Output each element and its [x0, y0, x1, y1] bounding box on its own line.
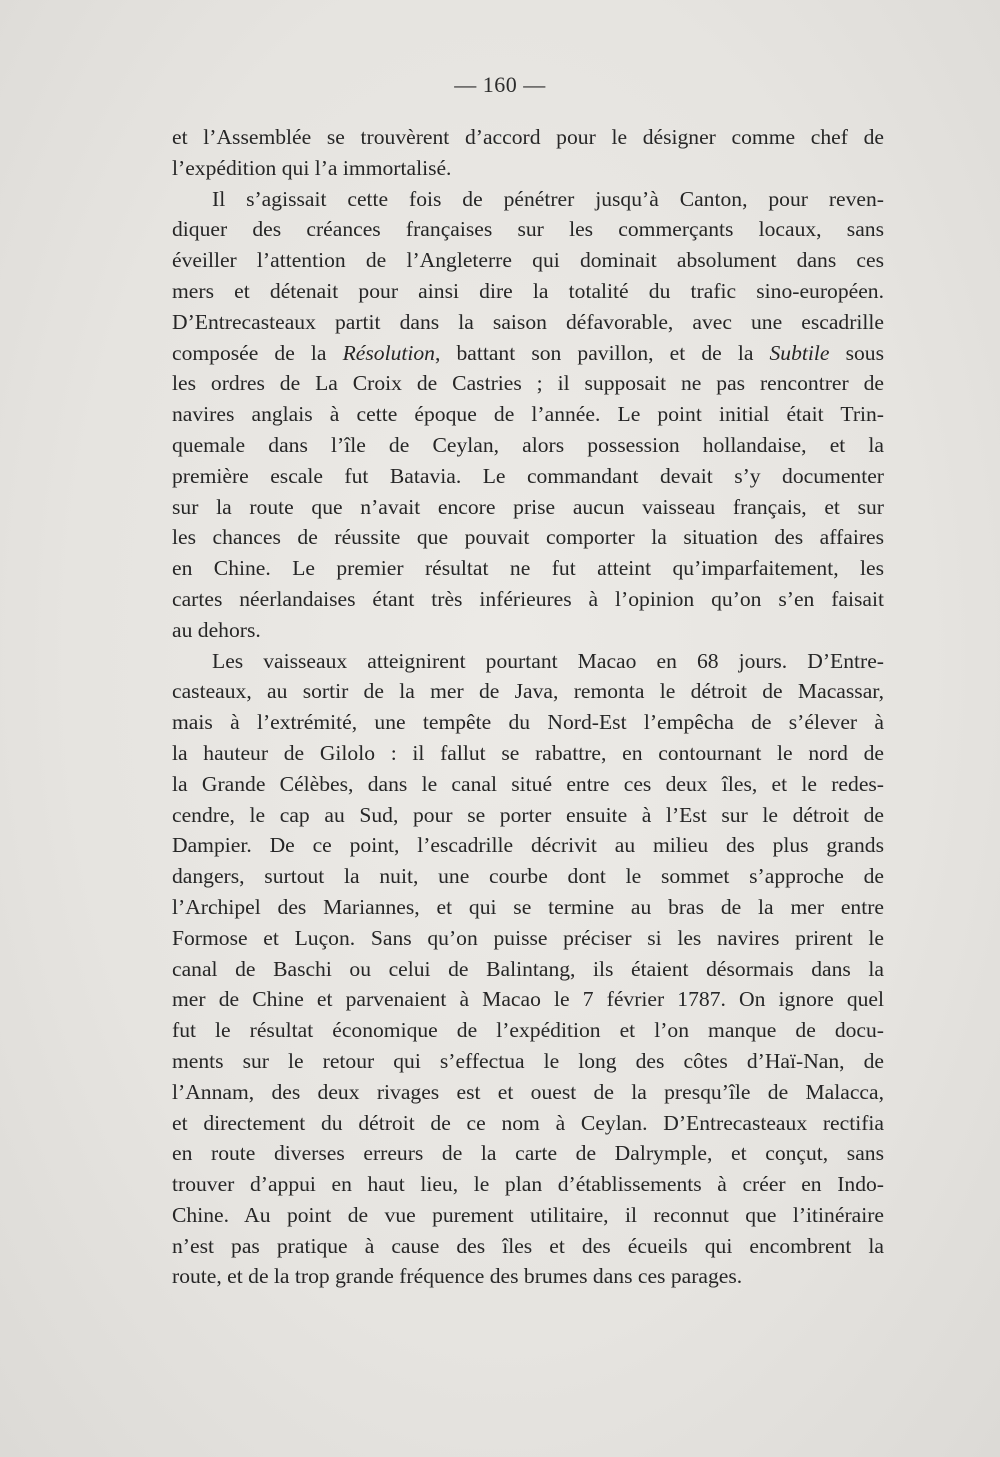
text-line: fut le résultat économique de l’expédition et l’on manque de docu-	[172, 1018, 884, 1043]
text-line: éveiller l’attention de l’Angleterre qui dominait absolument dans ces	[172, 248, 884, 273]
text-line: l’Annam, des deux rivages est et ouest de la presqu’île de Malacca,	[172, 1079, 884, 1104]
text-line: la Grande Célèbes, dans le canal situé entre ces deux îles, et le redes-	[172, 771, 884, 796]
text-line: mer de Chine et parvenaient à Macao le 7 février 1787. On ignore quel	[172, 987, 884, 1012]
text-line: mers et détenait pour ainsi dire la totalité du trafic sino-européen.	[172, 278, 884, 303]
text-line: et directement du détroit de ce nom à Ceylan. D’Entrecasteaux rectifia	[172, 1110, 884, 1135]
text-line: n’est pas pratique à cause des îles et des écueils qui encombrent la	[172, 1233, 884, 1258]
text-line: les chances de réussite que pouvait comporter la situation des affaires	[172, 525, 884, 550]
text-line: ments sur le retour qui s’effectua le long des côtes d’Haï-Nan, de	[172, 1048, 884, 1073]
text-line: en route diverses erreurs de la carte de Dalrymple, et conçut, sans	[172, 1141, 884, 1166]
text-fragment: , battant son pavillon, et de la	[434, 340, 770, 365]
text-line: Formose et Luçon. Sans qu’on puisse préciser si les navires prirent le	[172, 925, 884, 950]
text-line: l’Archipel des Mariannes, et qui se termine au bras de la mer entre	[172, 894, 884, 919]
text-fragment: sous	[829, 340, 884, 365]
text-line: quemale dans l’île de Ceylan, alors possession hollandaise, et la	[172, 432, 884, 457]
text-line: trouver d’appui en haut lieu, le plan d’établissements à créer en Indo-	[172, 1172, 884, 1197]
text-fragment: composée de la	[172, 340, 343, 365]
text-line: et l’Assemblée se trouvèrent d’accord pour le désigner comme chef de	[172, 125, 884, 149]
text-line: cartes néerlandaises étant très inférieures à l’opinion qu’on s’en faisait	[172, 586, 884, 611]
text-line: mais à l’extrémité, une tempête du Nord-Est l’empêcha de s’élever à	[172, 710, 884, 735]
text-line: première escale fut Batavia. Le commandant devait s’y documenter	[172, 463, 884, 488]
text-line: Les vaisseaux atteignirent pourtant Macao en 68 jours. D’Entre-	[212, 648, 884, 673]
ship-name-resolution: Résolution	[342, 340, 435, 365]
text-line: la hauteur de Gilolo : il fallut se rabattre, en contournant le nord de	[172, 740, 884, 765]
text-line: navires anglais à cette époque de l’année. Le point initial était Trin-	[172, 402, 884, 427]
body-text	[172, 122, 884, 1292]
text-line: diquer des créances françaises sur les commerçants locaux, sans	[172, 217, 884, 242]
text-line: cendre, le cap au Sud, pour se porter ensuite à l’Est sur le détroit de	[172, 802, 884, 827]
text-line: sur la route que n’avait encore prise aucun vaisseau français, et sur	[172, 494, 884, 519]
text-line: Dampier. De ce point, l’escadrille décrivit au milieu des plus grands	[172, 833, 884, 858]
text-line: Chine. Au point de vue purement utilitaire, il reconnut que l’itinéraire	[172, 1202, 884, 1227]
text-line: route, et de la trop grande fréquence des brumes dans ces parages.	[172, 1264, 743, 1289]
text-line: en Chine. Le premier résultat ne fut atteint qu’imparfaitement, les	[172, 556, 884, 581]
text-line: les ordres de La Croix de Castries ; il supposait ne pas rencontrer de	[172, 371, 884, 396]
text-line: au dehors.	[172, 617, 261, 642]
text-line: canal de Baschi ou celui de Balintang, ils étaient désormais dans la	[172, 956, 884, 981]
text-line-with-ship-names	[172, 338, 884, 369]
text-line: casteaux, au sortir de la mer de Java, remonta le détroit de Macassar,	[172, 679, 884, 704]
text-line: dangers, surtout la nuit, une courbe dont le sommet s’approche de	[172, 864, 884, 889]
text-line: D’Entrecasteaux partit dans la saison défavorable, avec une escadrille	[172, 309, 884, 334]
text-line: Il s’agissait cette fois de pénétrer jusqu’à Canton, pour reven-	[212, 186, 884, 211]
text-line: l’expédition qui l’a immortalisé.	[172, 155, 452, 180]
page-number: — 160 —	[454, 72, 546, 97]
ship-name-subtile: Subtile	[769, 340, 830, 365]
